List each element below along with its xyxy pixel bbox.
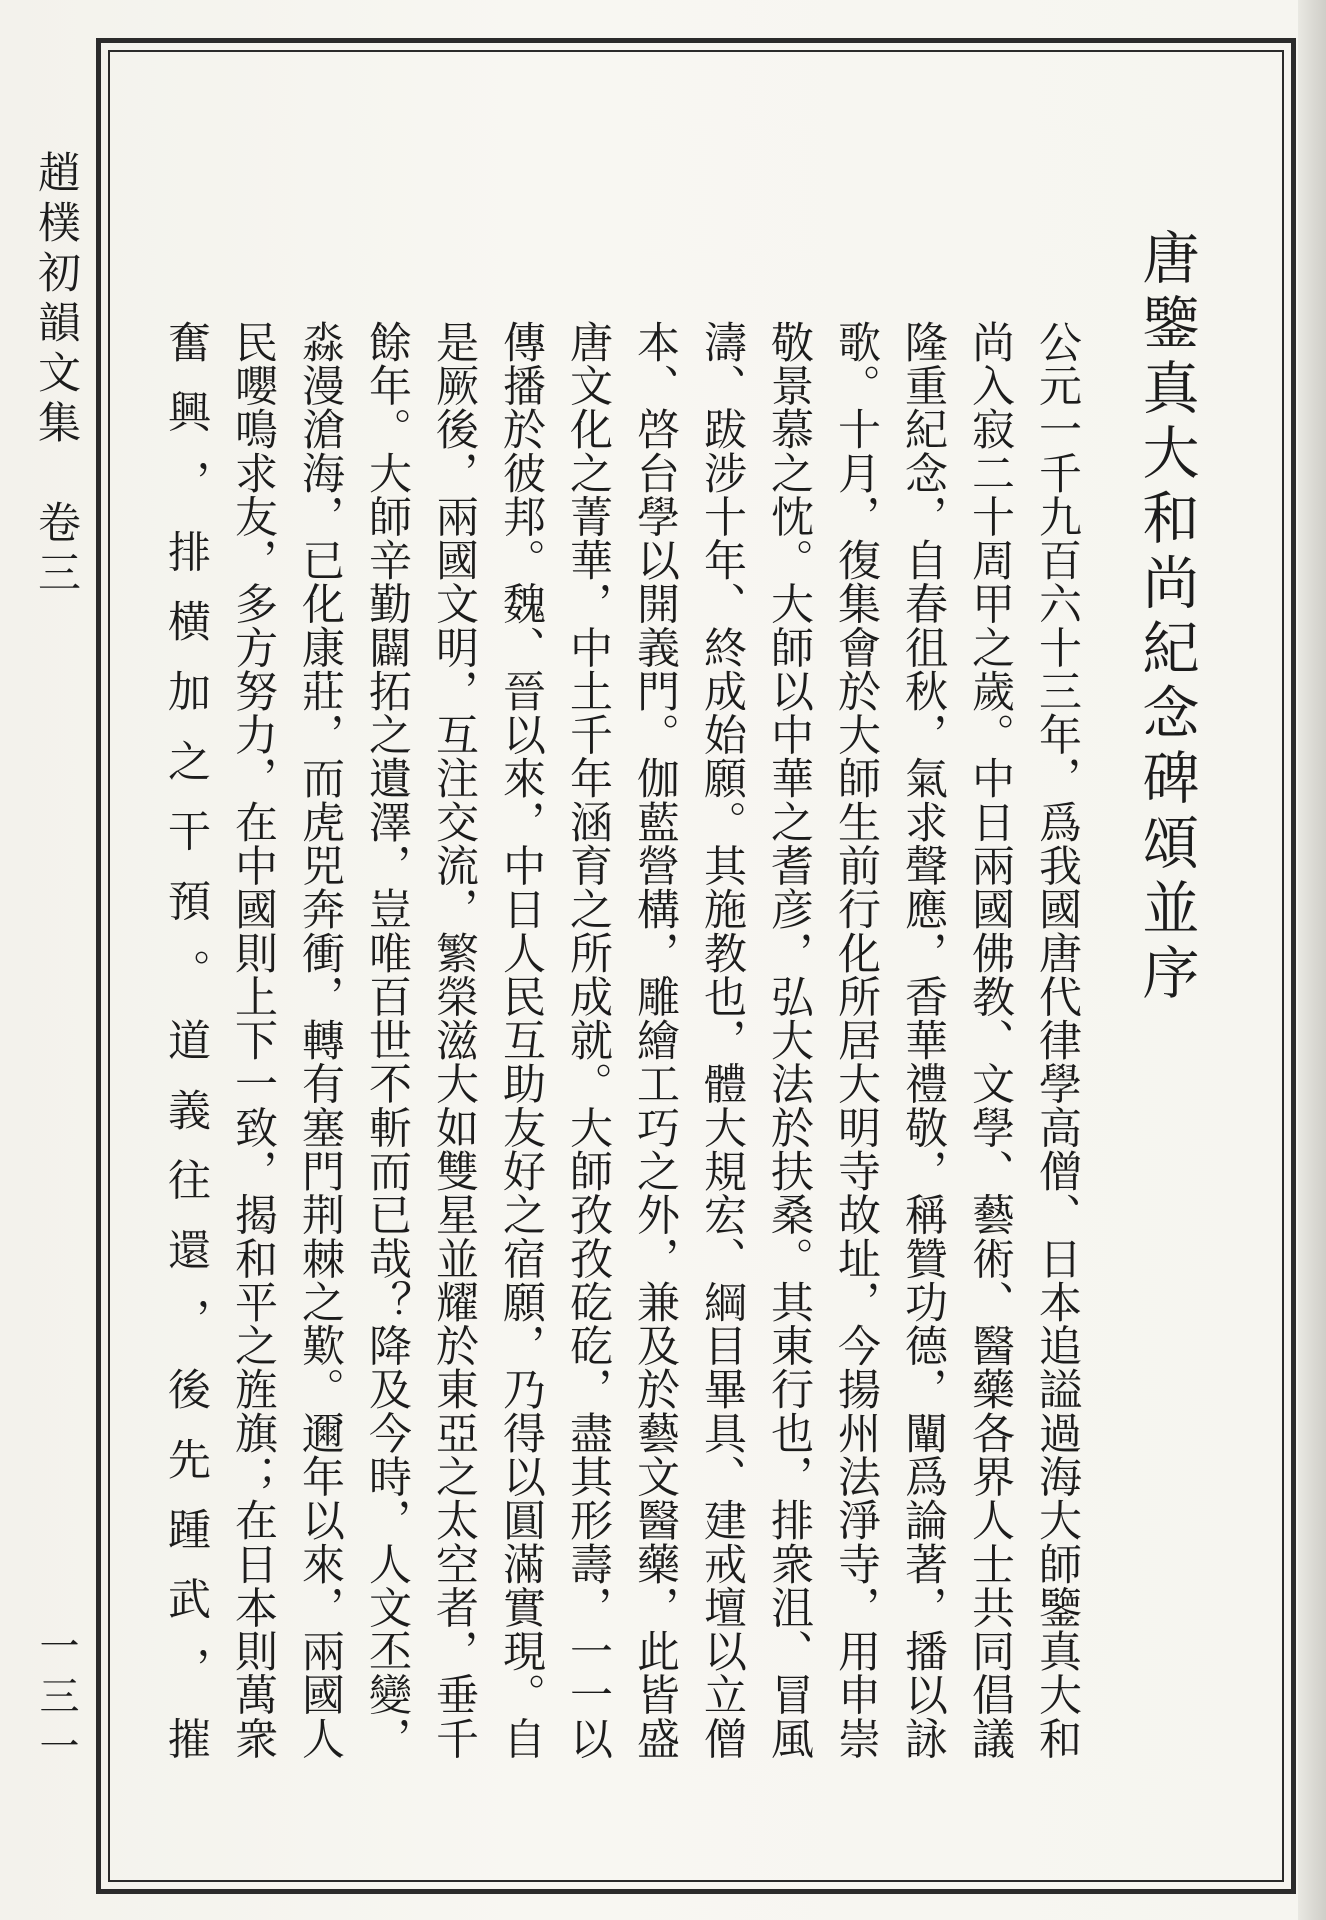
page-number: 一三一	[33, 1625, 79, 1775]
running-header-book-title: 趙樸初韻文集 卷三	[31, 150, 81, 600]
paragraph: 公元一千九百六十三年，爲我國唐代律學高僧、日本追謚過海大師鑒真大和尚入寂二十周甲之歲。中日兩國佛教、文學、藝術、醫藥各界人士共同倡議隆重紀念，自春徂秋，氣求聲應，香華禮敬，稱贊功德，闡爲論著，播以詠歌。十月，復集會於大師生前行化所居大明寺故址，今揚州法淨寺，用申崇敬景慕之忱。大師以中華之耆彦，弘大法於扶桑。其東行也，排衆沮、冒風濤、跋涉十年、終成始願。其施教也，體大規宏、綱目畢具、建戒壇以立僧本、啓台學以開義門。伽藍營構，雕繪工巧之外，兼及於藝文醫藥，此皆盛唐文化之菁華，中土千年涵育之所成就。大師孜孜矻矻，盡其形壽，一一以傳播於彼邦。魏、晉以來，中日人民互助友好之宿願，乃得以圓滿實現。自是厥後，兩國文明，互注交流，繁榮滋大如雙星並耀於東亞之太空者，垂千餘年。大師辛勤闢拓之遺澤，豈唯百世不斬而已哉？降及今時，人文丕變，淼漫滄海，已化康莊，而虎兕奔衝，轉有塞門荆棘之歎。邇年以來，兩國人民嚶鳴求友，多方努力，在中國則上下一致，揭和平之旌旗；在日本則萬衆奮興，排横加之干預。道義往還，後先踵武，摧	[161, 320, 1082, 1760]
article-title: 唐鑒真大和尚紀念碑頌並序	[1133, 228, 1199, 1008]
page-edge-shadow	[1298, 0, 1326, 1920]
article-body	[161, 320, 1090, 1760]
